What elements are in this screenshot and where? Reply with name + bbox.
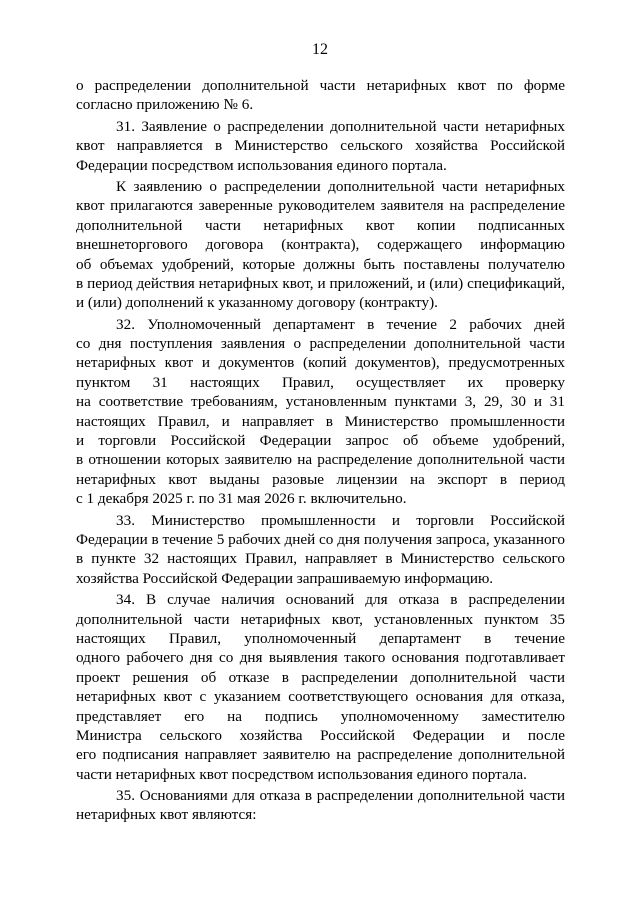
text-line: части нетарифных квот посредством использования единого портала. — [76, 765, 527, 783]
text-line: настоящих Правил, уполномоченный департамент в течение — [76, 629, 565, 647]
text-line: с 1 декабря 2025 г. по 31 мая 2026 г. включительно. — [76, 490, 407, 508]
text-line: со дня поступления заявления о распределении дополнительной части — [76, 335, 565, 353]
document-body — [76, 76, 565, 827]
text-line: его подписания направляет заявителю на распределение дополнительной — [76, 746, 565, 764]
text-line: пунктом 31 настоящих Правил, осуществляет их проверку — [76, 373, 565, 391]
text-line: 34. В случае наличия оснований для отказа в распределении — [116, 591, 565, 609]
text-line: представляет его на подпись уполномоченному заместителю — [76, 707, 565, 725]
text-line: и (или) дополнений к указанному договору (контракту). — [76, 294, 438, 312]
text-line: квот направляется в Министерство сельского хозяйства Российской — [76, 137, 565, 155]
text-line: 35. Основаниями для отказа в распределении дополнительной части — [116, 787, 565, 805]
text-line: хозяйства Российской Федерации запрашиваемую информацию. — [76, 569, 494, 587]
text-line: и торговли Российской Федерации запрос об объеме удобрений, — [76, 432, 565, 450]
text-line: внешнеторгового договора (контракта), содержащего информацию — [76, 236, 565, 254]
text-line: Федерации посредством использования единого портала. — [76, 156, 447, 174]
text-line: Федерации в течение 5 рабочих дней со дня получения запроса, указанного — [76, 530, 565, 548]
text-line: об объемах удобрений, которые должны быть поставлены получателю — [76, 255, 565, 273]
text-line: Министра сельского хозяйства Российской Федерации и после — [76, 726, 565, 744]
paragraph — [76, 117, 565, 175]
text-line: проект решения об отказе в распределении дополнительной части — [76, 668, 565, 686]
text-line: одного рабочего дня со дня выявления такого основания подготавливает — [76, 649, 565, 667]
paragraph — [76, 590, 565, 784]
text-line: нетарифных квот с указанием соответствующего основания для отказа, — [76, 688, 565, 706]
text-line: в отношении которых заявителю на распределение дополнительной части — [76, 451, 565, 469]
text-line: квот прилагаются заверенные руководителем заявителя на распределение — [76, 197, 565, 215]
text-line: 32. Уполномоченный департамент в течение 2 рабочих дней — [116, 315, 565, 333]
text-line: настоящих Правил, и направляет в Министерство промышленности — [76, 412, 565, 430]
text-line: о распределении дополнительной части нетарифных квот по форме — [76, 77, 565, 94]
text-line: К заявлению о распределении дополнительной части нетарифных — [116, 177, 565, 195]
text-line: 31. Заявление о распределении дополнительной части нетарифных — [116, 117, 565, 135]
text-line: нетарифных квот и документов (копий документов), предусмотренных — [76, 354, 565, 372]
text-line: дополнительной части нетарифных квот, установленных пунктом 35 — [76, 610, 565, 628]
text-line: нетарифных квот являются: — [76, 806, 257, 824]
paragraph — [76, 511, 565, 589]
text-line: нетарифных квот выданы разовые лицензии на экспорт в период — [76, 470, 565, 488]
text-line: в период действия нетарифных квот, и приложений, и (или) спецификаций, — [76, 274, 565, 292]
paragraph — [76, 315, 565, 509]
paragraph — [76, 177, 565, 313]
text-line: дополнительной части нетарифных квот копии подписанных — [76, 216, 565, 234]
text-line: 33. Министерство промышленности и торговли Российской — [116, 511, 565, 529]
page-number: 12 — [312, 41, 328, 58]
text-line: согласно приложению № 6. — [76, 96, 254, 114]
paragraph — [76, 76, 565, 115]
text-line: на соответствие требованиям, установленным пунктами 3, 29, 30 и 31 — [76, 393, 565, 411]
text-line: в пункте 32 настоящих Правил, направляет в Министерство сельского — [76, 550, 565, 568]
paragraph — [76, 786, 565, 825]
